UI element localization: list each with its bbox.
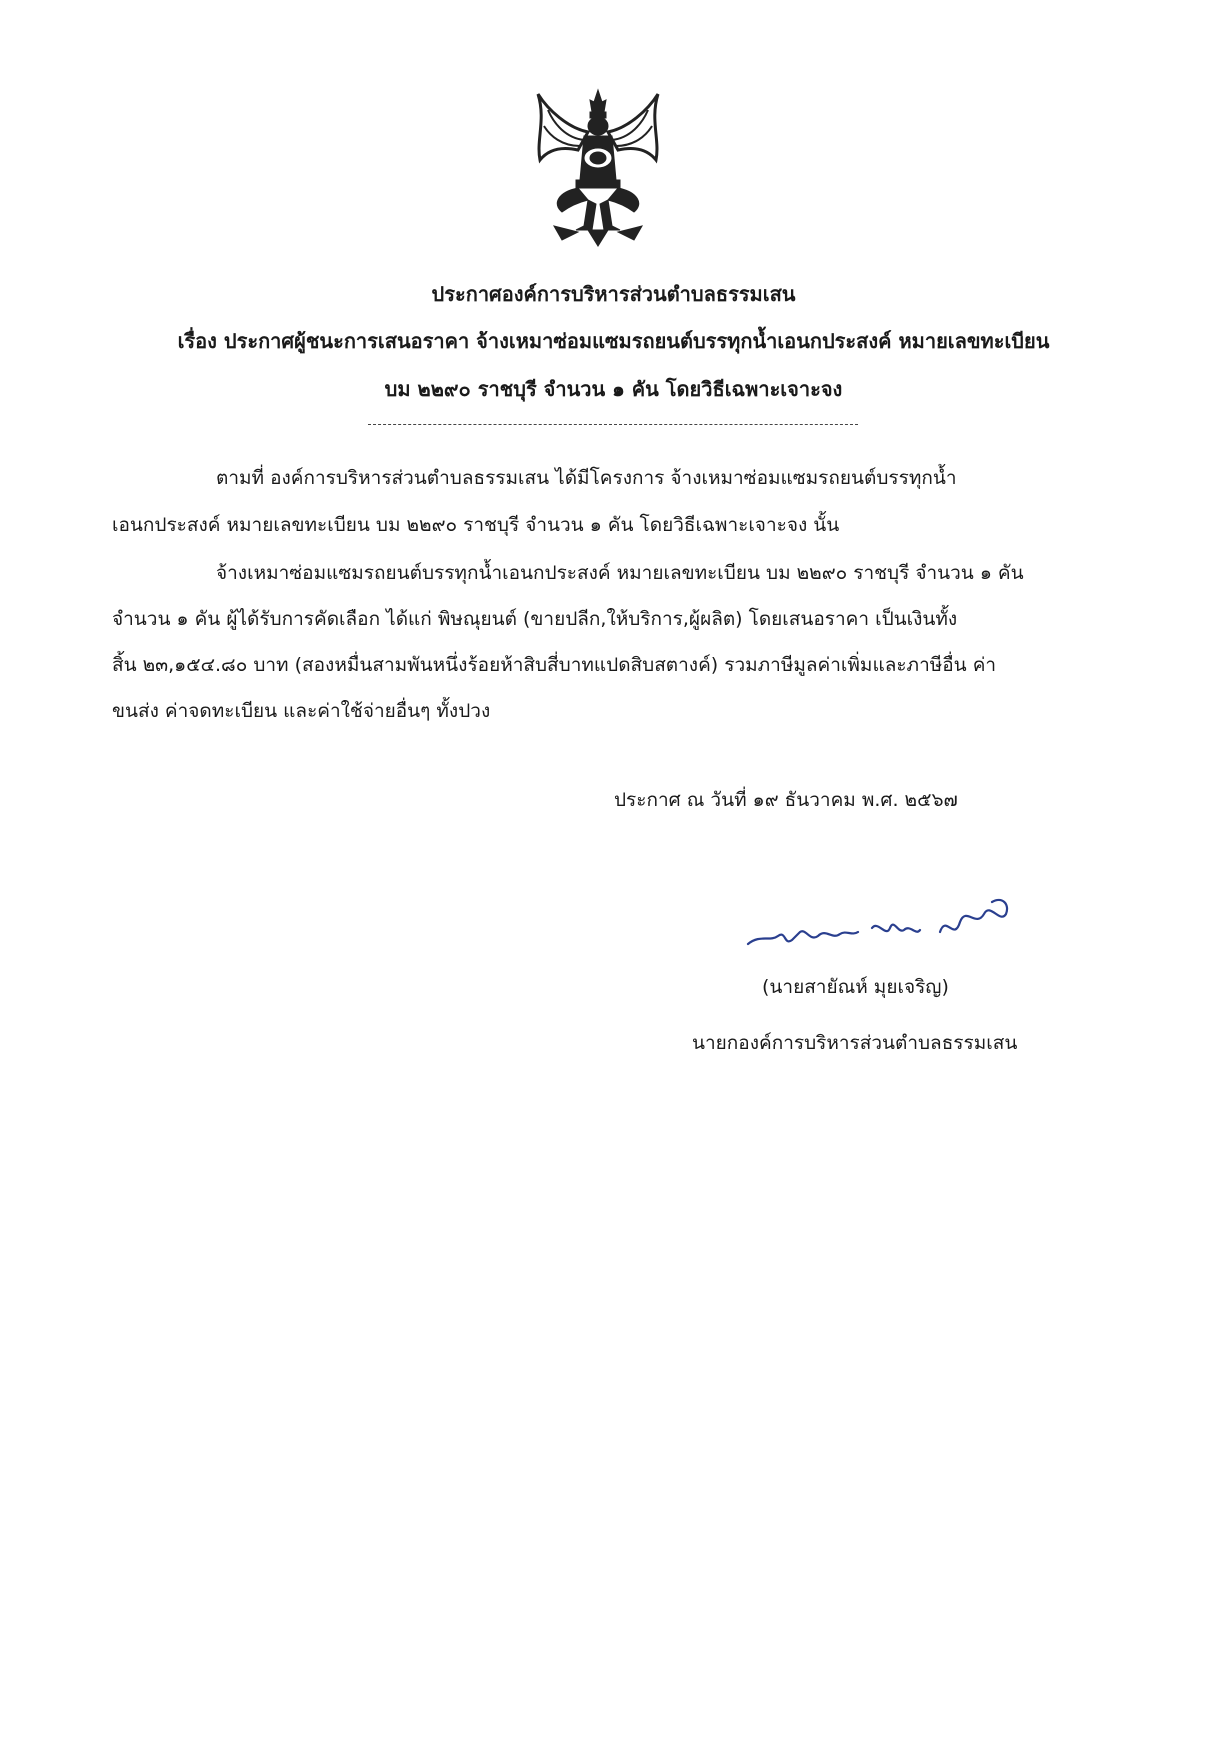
body-paragraph-2-line-4: ขนส่ง ค่าจดทะเบียน และค่าใช้จ่ายอื่นๆ ทั้งปวง: [112, 700, 491, 722]
body-paragraph-1-line-1: ตามที่ องค์การบริหารส่วนตำบลธรรมเสน ได้มีโครงการ จ้างเหมาซ่อมแซมรถยนต์บรรทุกน้ำ: [216, 467, 957, 489]
announcement-title: ประกาศองค์การบริหารส่วนตำบลธรรมเสน: [431, 282, 796, 306]
announcement-date: ประกาศ ณ วันที่ ๑๙ ธันวาคม พ.ศ. ๒๕๖๗: [614, 789, 958, 811]
body-paragraph-2-line-1: จ้างเหมาซ่อมแซมรถยนต์บรรทุกน้ำเอนกประสงค์ หมายเลขทะเบียน บม ๒๒๙๐ ราชบุรี จำนวน ๑ คัน: [216, 562, 1024, 584]
announcement-subject-line-2: บม ๒๒๙๐ ราชบุรี จำนวน ๑ คัน โดยวิธีเฉพาะเจาะจง: [384, 377, 843, 401]
header-divider: [368, 424, 858, 425]
garuda-emblem-icon: [518, 80, 678, 250]
handwritten-signature: [740, 884, 1020, 954]
announcement-subject-line-1: เรื่อง ประกาศผู้ชนะการเสนอราคา จ้างเหมาซ่อมแซมรถยนต์บรรทุกน้ำเอนกประสงค์ หมายเลขทะเบียน: [177, 329, 1050, 353]
signatory-name: (นายสายัณห์ มุยเจริญ): [762, 976, 949, 998]
body-paragraph-2-line-3: สิ้น ๒๓,๑๕๔.๘๐ บาท (สองหมื่นสามพันหนึ่งร้อยห้าสิบสี่บาทแปดสิบสตางค์) รวมภาษีมูลค่าเพิ่มและภาษีอื่น ค่า: [112, 654, 997, 676]
signatory-position: นายกองค์การบริหารส่วนตำบลธรรมเสน: [692, 1032, 1018, 1054]
body-paragraph-2-line-2: จำนวน ๑ คัน ผู้ได้รับการคัดเลือก ได้แก่ พิษณุยนต์ (ขายปลีก,ให้บริการ,ผู้ผลิต) โดยเสนอราคา เป็นเงินทั้ง: [112, 608, 958, 630]
body-paragraph-1-line-2: เอนกประสงค์ หมายเลขทะเบียน บม ๒๒๙๐ ราชบุรี จำนวน ๑ คัน โดยวิธีเฉพาะเจาะจง นั้น: [112, 514, 840, 536]
